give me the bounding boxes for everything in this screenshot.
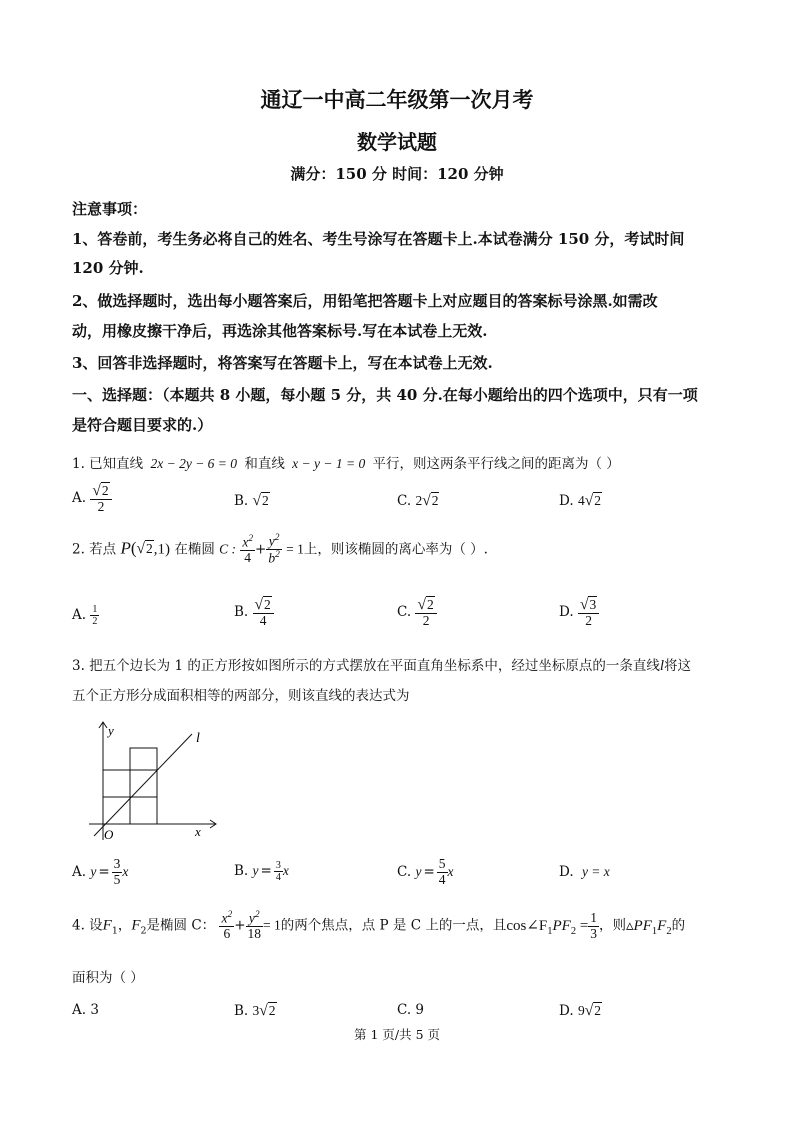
q1-mid: 和直线 <box>244 456 285 472</box>
q3-option-b[interactable]: B. y = $\frac{3}{4}$ x <box>234 860 289 883</box>
origin-label: O <box>104 827 114 842</box>
note-1a: 1、答卷前，考生务必将自己的姓名、考生号涂写在答题卡上.本试卷满分 150 分，考试时间 <box>72 230 685 248</box>
square <box>103 797 130 824</box>
page-footer: 第 1 页/共 5 页 <box>353 1027 440 1042</box>
note-1b: 120 分钟. <box>72 259 144 277</box>
notes-heading: 注意事项： <box>72 200 148 218</box>
x-label: x <box>195 824 201 839</box>
q4-option-d[interactable]: D. 9√2 <box>559 1002 601 1019</box>
q1-option-a[interactable]: A. $\frac{√2}{2}$ <box>72 482 112 515</box>
q3-option-c[interactable]: C. y = $\frac{5}{4}$ x <box>397 856 454 887</box>
square <box>103 770 130 797</box>
exam-title: 通辽一中高二年级第一次月考 <box>260 87 534 112</box>
q4-option-c[interactable]: C. 9 <box>397 1002 425 1018</box>
q4-option-b[interactable]: B. 3√2 <box>234 1002 276 1019</box>
line-l <box>94 734 192 836</box>
question-3-line1: 3. 把五个边长为 1 的正方形按如图所示的方式摆放在平面直角坐标系中，经过坐标原点的一条直线l将这 <box>72 658 692 674</box>
q1-a-frac: $\frac{√2}{2}$ <box>90 482 111 515</box>
subject-title: 数学试题 <box>357 130 437 154</box>
q1-option-c[interactable]: C. 2√2 <box>397 492 439 509</box>
q3-option-a[interactable]: A. y = $\frac{3}{5}$ x <box>72 856 129 887</box>
q1-eq2: x − y − 1 = 0 <box>292 456 366 471</box>
section-heading-2: 是符合题目要求的.） <box>72 416 213 434</box>
square <box>130 797 157 824</box>
q2-option-b[interactable]: B. $\frac{√2}{4}$ <box>234 596 274 629</box>
q1-pre: 1. 已知直线 <box>72 456 144 472</box>
q4-option-a[interactable]: A. 3 <box>72 1002 99 1018</box>
q3-option-d[interactable]: D. y = x <box>559 864 610 880</box>
q1-eq1: 2x − 2y − 6 = 0 <box>150 456 238 471</box>
l-label: l <box>196 731 200 746</box>
square <box>130 748 157 770</box>
question-4: 4. 设$F_1$，$F_2$是椭圆 C： $\frac{x^2}{6}$ + $\frac{y^2}{18}$ = 1的两个焦点，点 P 是 C 上的一点，且$\cos\angle F_1PF_2$ = $\frac{1}{3}$ ，则$▵PF_1F_2$的 <box>72 909 686 942</box>
note-3: 3、回答非选择题时，将答案写在答题卡上，写在本试卷上无效. <box>72 354 493 372</box>
question-4-line2: 面积为（ ） <box>72 970 144 986</box>
q2-option-a[interactable]: A. $\frac{1}{2}$ <box>72 604 98 627</box>
q1-option-d[interactable]: D. 4√2 <box>559 492 601 509</box>
q3-figure <box>84 718 224 846</box>
note-2b: 动，用橡皮擦干净后，再选涂其他答案标号.写在本试卷上无效. <box>72 322 488 340</box>
question-3-line2: 五个正方形分成面积相等的两部分，则该直线的表达式为 <box>72 688 410 704</box>
q1-option-b[interactable]: B. √2 <box>234 492 269 509</box>
question-1 <box>72 452 620 472</box>
exam-meta: 满分：150 分 时间：120 分钟 <box>290 165 504 183</box>
section-heading-1: 一、选择题：（本题共 8 小题，每小题 5 分，共 40 分.在每小题给出的四个选项中，只有一项 <box>72 386 698 404</box>
y-label: y <box>108 723 114 738</box>
q1-post: 平行，则这两条平行线之间的距离为（ ） <box>372 456 620 472</box>
note-2a: 2、做选择题时，选出每小题答案后，用铅笔把答题卡上对应题目的答案标号涂黑.如需改 <box>72 292 658 310</box>
question-2: 2. 若点 P(√2,1) 在椭圆 C : $\frac{x^2}{4}$ + $\frac{y^2}{b^2}$ = 1上，则该椭圆的离心率为（ ）. <box>72 533 488 566</box>
q2-option-d[interactable]: D. $\frac{√3}{2}$ <box>559 596 599 629</box>
q2-option-c[interactable]: C. $\frac{√2}{2}$ <box>397 596 437 629</box>
